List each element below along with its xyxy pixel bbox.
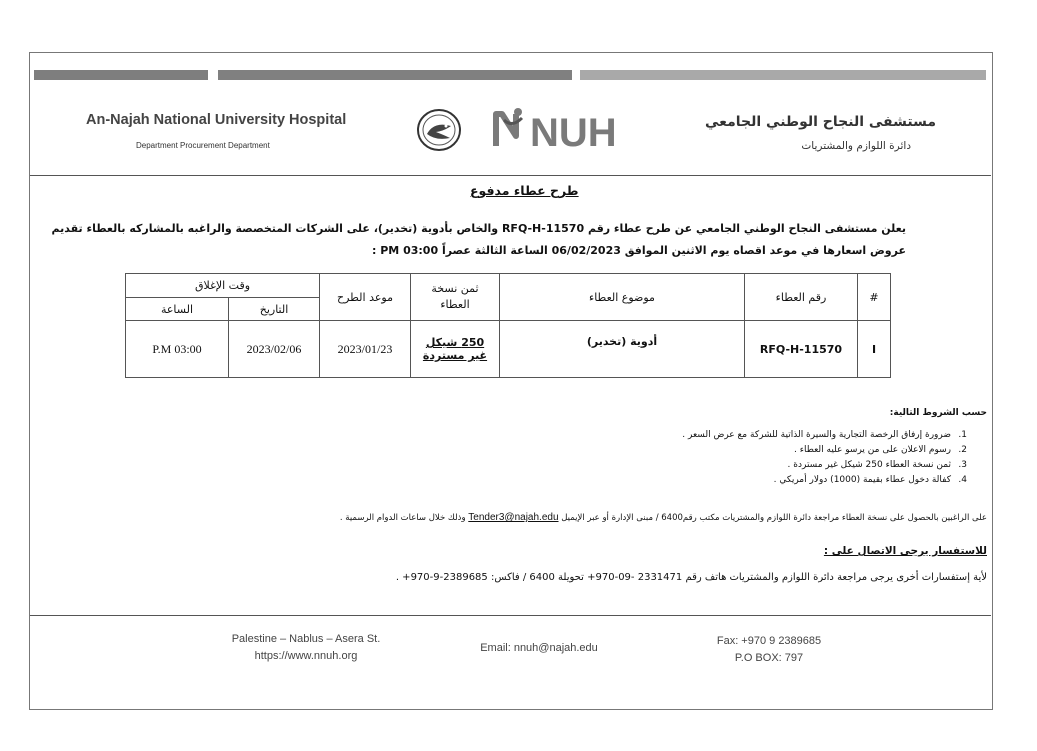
- tender-table: [125, 273, 891, 378]
- header-offer-date: موعد الطرح: [320, 274, 411, 321]
- condition-item: [682, 443, 967, 458]
- row-tender-no: RFQ-H-11570: [745, 321, 858, 378]
- condition-text: رسوم الاعلان على من يرسو عليه العطاء .: [794, 445, 951, 455]
- condition-number: 2.: [958, 445, 967, 455]
- conditions-heading: حسب الشروط التالية:: [889, 408, 987, 418]
- university-seal-icon: [416, 107, 462, 153]
- tender-email-link[interactable]: Tender3@najah.edu: [468, 512, 559, 523]
- header-bar-left: [34, 70, 208, 80]
- row-close-date: 2023/02/06: [229, 321, 320, 378]
- header-tender-no: رقم العطاء: [745, 274, 858, 321]
- note-before: على الراغبين بالحصول على نسخة العطاء مراجعة دائرة اللوازم والمشتريات مكتب رقم6400 / مبنى الإدارة أو عبر الإيميل: [561, 513, 987, 523]
- header-time: الساعة: [126, 298, 229, 321]
- condition-item: [682, 458, 967, 473]
- header-num: #: [858, 274, 891, 321]
- condition-number: 4.: [958, 475, 967, 485]
- document-title: طرح عطاء مدفوع: [470, 183, 579, 198]
- footer-website[interactable]: https://www.nnuh.org: [254, 650, 358, 662]
- conditions-list: [682, 428, 989, 488]
- row-num: I: [858, 321, 891, 378]
- header-closing: وقت الإغلاق: [126, 274, 320, 298]
- condition-item: [682, 428, 967, 443]
- header-price: [411, 274, 500, 321]
- hospital-name-ar: مستشفى النجاح الوطني الجامعي: [705, 114, 936, 130]
- row-close-time: P.M 03:00: [126, 321, 229, 378]
- footer-email[interactable]: Email: nnuh@najah.edu: [480, 642, 598, 654]
- footer-address-block: [220, 631, 392, 665]
- intro-line-1: يعلن مستشفى النجاح الوطني الجامعي عن طرح عطاء رقم RFQ-H-11570 والخاص بأدوية (تخدير)، على الشركات المتخصصة والراغبه بالمشاركه بالعطاء تقديم: [51, 222, 906, 235]
- row-offer-date: 2023/01/23: [320, 321, 411, 378]
- hospital-name-en: An-Najah National University Hospital: [86, 112, 347, 128]
- footer-contact-block: [694, 633, 844, 667]
- condition-text: ضرورة إرفاق الرخصة التجارية والسيرة الذاتية للشركة مع عرض السعر .: [682, 430, 951, 440]
- department-ar: دائرة اللوازم والمشتريات: [801, 140, 911, 152]
- row-subject: أدوية (تخدير): [500, 321, 745, 378]
- header-bar-right: [580, 70, 986, 80]
- price-line-1: 250 شيكل: [425, 336, 485, 349]
- logo-text: NUH: [530, 111, 617, 152]
- contact-heading: للاستفسار يرجى الاتصال على :: [823, 545, 987, 557]
- footer-pobox: P.O BOX: 797: [734, 652, 804, 664]
- header-bar-middle: [218, 70, 572, 80]
- header-subject: موضوع العطاء: [500, 274, 745, 321]
- price-line-2: غير مستردة: [422, 349, 488, 362]
- department-en: Department Procurement Department: [136, 141, 270, 150]
- condition-text: ثمن نسخة العطاء 250 شيكل غير مستردة .: [787, 460, 951, 470]
- header-price-label: ثمن نسخة العطاء: [431, 282, 479, 311]
- footer-divider: [30, 615, 991, 616]
- row-price: [411, 321, 500, 378]
- nnuh-logo: [492, 106, 628, 152]
- condition-item: [682, 473, 967, 488]
- condition-number: 1.: [958, 430, 967, 440]
- footer-address: Palestine – Nablus – Asera St.: [231, 633, 381, 645]
- header-date: التاريخ: [229, 298, 320, 321]
- footer-fax: Fax: +970 9 2389685: [716, 635, 822, 647]
- condition-text: كفالة دخول عطاء بقيمة (1000) دولار أمريكي .: [773, 475, 951, 485]
- header-divider: [30, 175, 991, 176]
- condition-number: 3.: [958, 460, 967, 470]
- acquisition-note: [340, 512, 987, 523]
- intro-line-2: عروض اسعارها في موعد اقصاه يوم الاثنين الموافق 06/02/2023 الساعة الثالثة عصراً PM 03:00 :: [372, 244, 906, 257]
- contact-line: لأية إستفسارات أخرى يرجى مراجعة دائرة اللوازم والمشتريات هاتف رقم 2331471 -09-970+ تحويلة 6400 / فاكس: 2389685-9-970+ .: [395, 572, 987, 583]
- note-after: وذلك خلال ساعات الدوام الرسمية .: [339, 513, 466, 523]
